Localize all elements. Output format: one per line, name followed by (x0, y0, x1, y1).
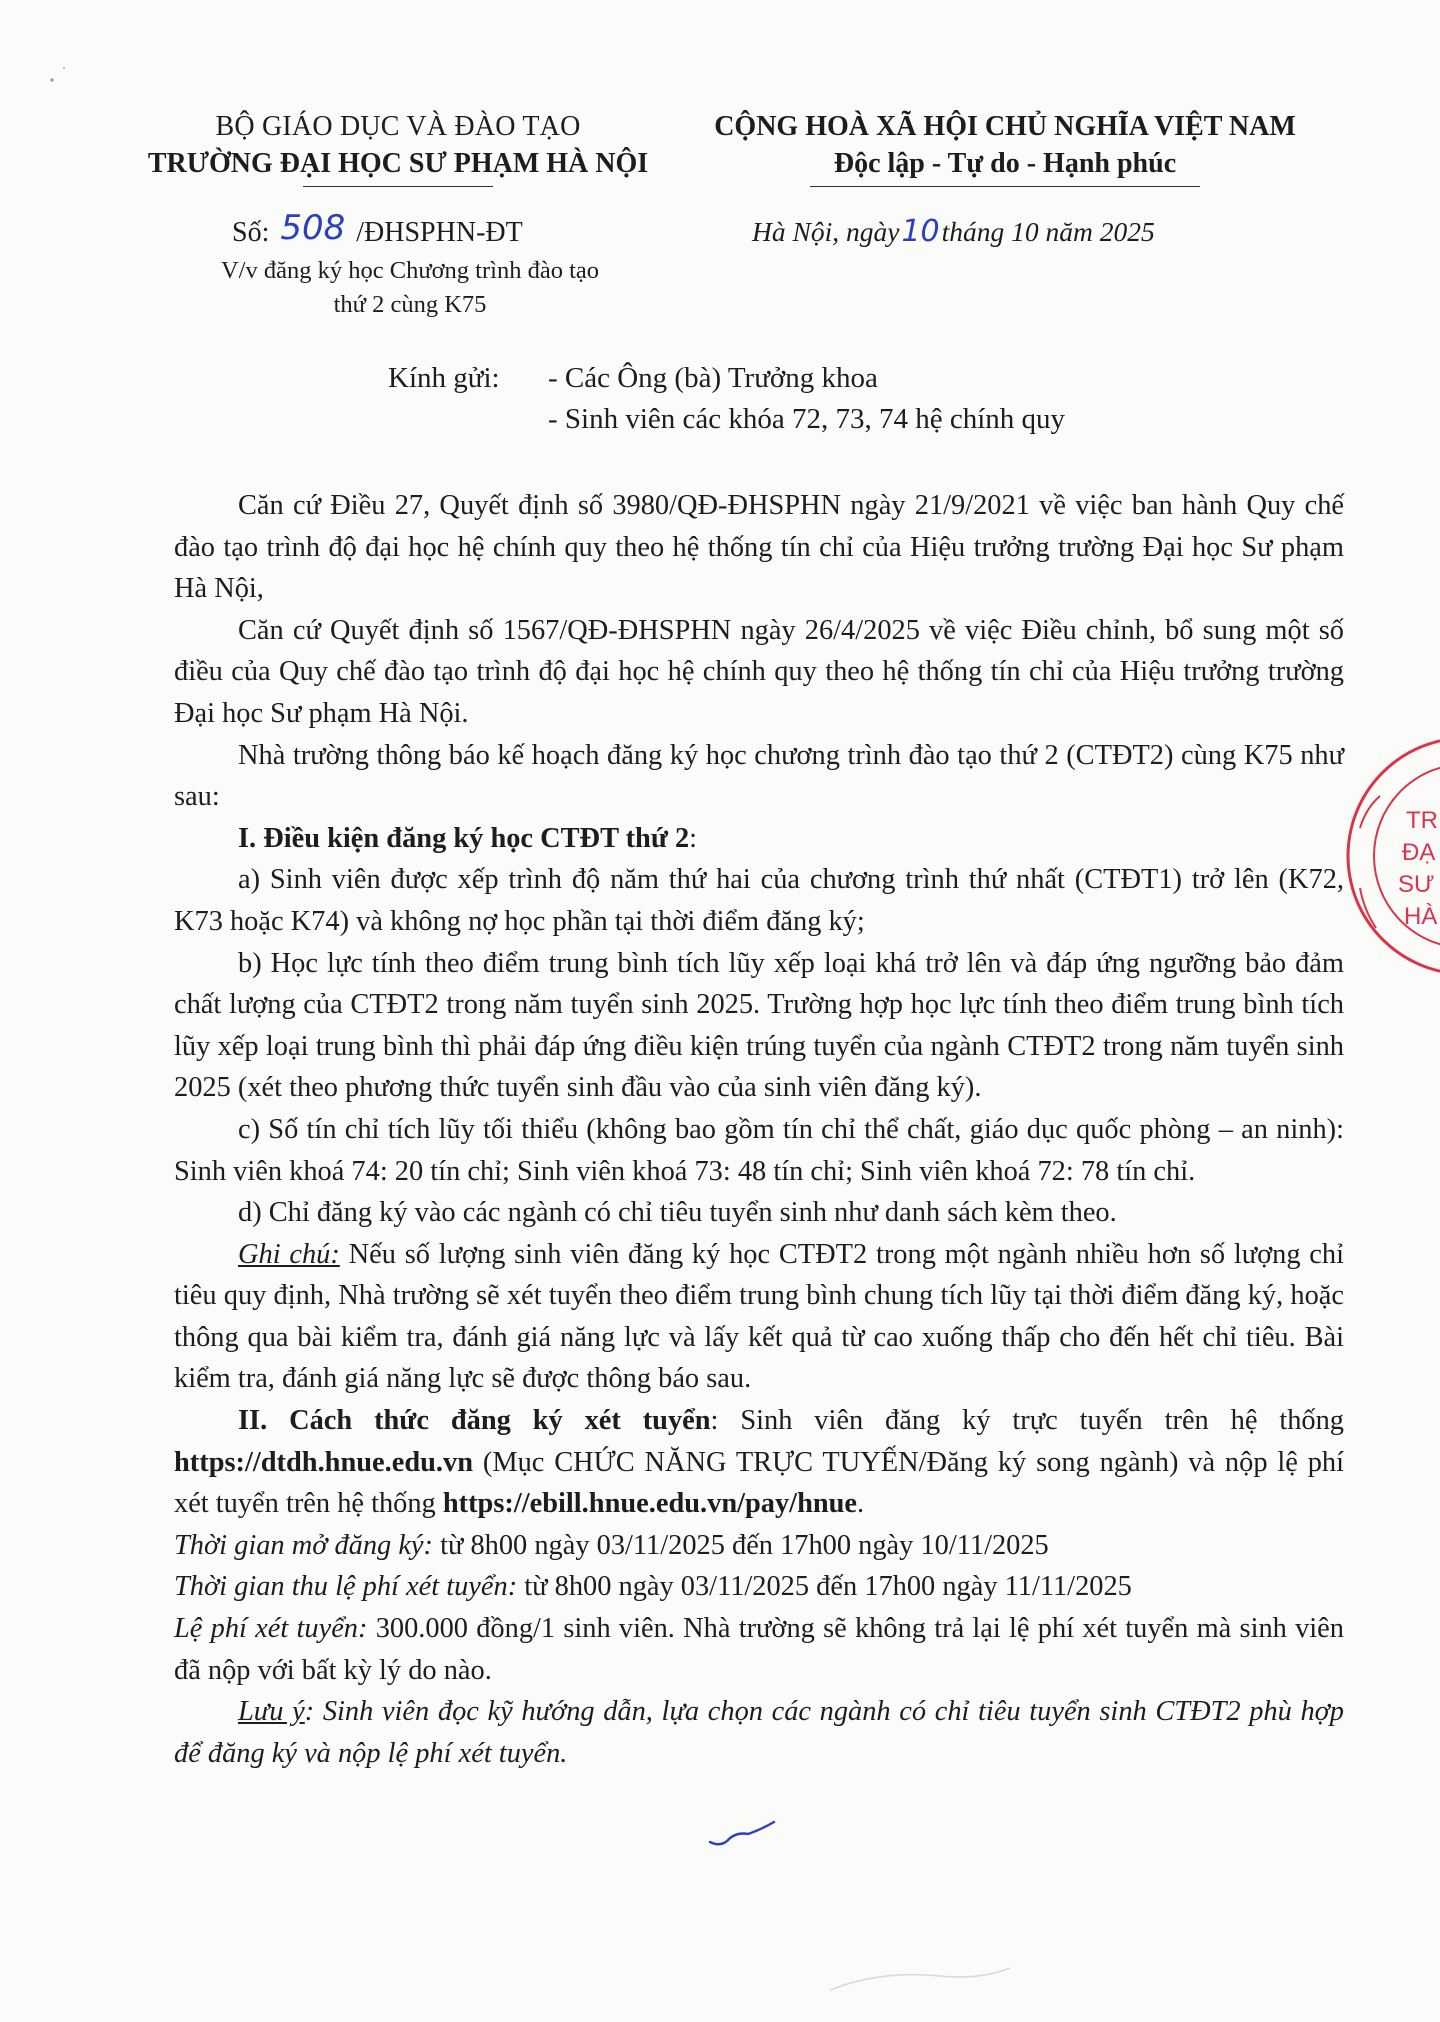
seal-text: SƯ (1398, 871, 1435, 898)
document-body (174, 485, 1344, 1774)
issue-date (752, 214, 1155, 249)
scan-smudge-mark (820, 1960, 1020, 2005)
open-time-line (174, 1525, 1344, 1567)
school-name: TRƯỜNG ĐẠI HỌC SƯ PHẠM HÀ NỘI (147, 148, 649, 179)
date-after: tháng 10 năm 2025 (941, 216, 1155, 247)
seal-text: TR (1406, 807, 1438, 834)
section-2-title: II. Cách thức đăng ký xét tuyển (238, 1405, 711, 1437)
subject-line-1: V/v đăng ký học Chương trình đào tạo (220, 257, 600, 284)
section-2-end: . (857, 1488, 865, 1520)
fee-line (174, 1608, 1344, 1691)
country-name: CỘNG HOÀ XÃ HỘI CHỦ NGHĨA VIỆT NAM (714, 111, 1296, 142)
handwritten-number: 508 (280, 208, 346, 248)
fee-time-value: từ 8h00 ngày 03/11/2025 đến 17h00 ngày 11/11/2025 (517, 1571, 1132, 1603)
national-header (680, 108, 1330, 187)
handwritten-day: 10 (901, 214, 940, 249)
document-subject (160, 254, 660, 322)
condition-d: d) Chỉ đăng ký vào các ngành có chỉ tiêu tuyển sinh như danh sách kèm theo. (238, 1197, 1117, 1229)
recipient-item: - Sinh viên các khóa 72, 73, 74 hệ chính quy (548, 403, 1066, 435)
section-1-colon: : (689, 822, 698, 854)
reminder-text: : Sinh viên đọc kỹ hướng dẫn, lựa chọn các ngành có chỉ tiêu tuyển sinh CTĐT2 phù hợp để đăng ký và nộp lệ phí xét tuyển. (174, 1696, 1344, 1769)
section-1-heading (174, 818, 1344, 860)
fee-time-label: Thời gian thu lệ phí xét tuyển: (174, 1571, 518, 1603)
open-time-value: từ 8h00 ngày 03/11/2025 đến 17h00 ngày 10/11/2025 (432, 1529, 1049, 1561)
payment-url: https://ebill.hnue.edu.vn/pay/hnue (442, 1488, 858, 1520)
legal-basis-1: Căn cứ Điều 27, Quyết định số 3980/QĐ-ĐHSPHN ngày 21/9/2021 về việc ban hành Quy chế đào tạo trình độ đại học hệ chính quy theo hệ thống tín chỉ của Hiệu trưởng trường Đại học Sư phạm Hà Nội, (174, 490, 1344, 605)
seal-text: ĐẠ (1402, 839, 1436, 866)
condition-a: a) Sinh viên được xếp trình độ năm thứ hai của chương trình thứ nhất (CTĐT1) trở lên (K72, K73 hoặc K74) và không nợ học phần tại thời điểm đăng ký; (174, 864, 1344, 937)
section-1-title: I. Điều kiện đăng ký học CTĐT thứ 2 (238, 822, 690, 854)
initial-signature-mark (708, 1818, 778, 1853)
section-2-paragraph (174, 1400, 1344, 1525)
reminder-paragraph (174, 1691, 1344, 1774)
announcement-intro: Nhà trường thông báo kế hoạch đăng ký học chương trình đào tạo thứ 2 (CTĐT2) cùng K75 như sau: (174, 739, 1344, 813)
note-label: Ghi chú: (238, 1238, 340, 1270)
motto-divider (810, 186, 1200, 187)
subject-line-2: thứ 2 cùng K75 (333, 291, 487, 318)
national-motto: Độc lập - Tự do - Hạnh phúc (833, 148, 1177, 179)
number-suffix: /ĐHSPHN-ĐT (356, 217, 523, 248)
number-prefix: Số: (232, 217, 270, 248)
date-before: Hà Nội, ngày (752, 216, 900, 247)
seal-text: HÀ (1404, 903, 1438, 930)
reminder-label: Lưu ý (238, 1696, 305, 1728)
header-divider (303, 186, 493, 187)
condition-b: b) Học lực tính theo điểm trung bình tích lũy xếp loại khá trở lên và đáp ứng ngưỡng bảo đảm chất lượng của CTĐT2 trong năm tuyển sinh 2025. Trường hợp học lực tính theo điểm trung bình tích lũy xếp loại trung bình thì phải đáp ứng điều kiện trúng tuyển của ngành CTĐT2 trong năm tuyển sinh 2025 (xét theo phương thức tuyển sinh đầu vào của sinh viên đăng ký). (174, 947, 1344, 1104)
fee-time-line (174, 1566, 1344, 1608)
section-2-text-b: (Mục CHỨC NĂNG TRỰC TUYẾN/Đăng ký song ngành) và nộp lệ phí xét tuyển trên hệ thống (174, 1446, 1344, 1520)
note-paragraph (174, 1234, 1344, 1400)
recipient-item: - Các Ông (bà) Trưởng khoa (548, 362, 878, 394)
fee-value: 300.000 đồng/1 sinh viên. Nhà trường sẽ không trả lại lệ phí xét tuyển mà sinh viên đã nộp với bất kỳ lý do nào. (174, 1613, 1344, 1686)
legal-basis-2: Căn cứ Quyết định số 1567/QĐ-ĐHSPHN ngày 26/4/2025 về việc Điều chỉnh, bổ sung một số điều của Quy chế đào tạo trình độ đại học hệ chính quy theo hệ thống tín chỉ của Hiệu trưởng trường Đại học Sư phạm Hà Nội. (174, 614, 1344, 729)
registration-url: https://dtdh.hnue.edu.vn (174, 1446, 474, 1478)
condition-c: c) Số tín chỉ tích lũy tối thiểu (không bao gồm tín chỉ thể chất, giáo dục quốc phòng – an ninh): Sinh viên khoá 74: 20 tín chỉ; Sinh viên khoá 73: 48 tín chỉ; Sinh viên khoá 72: 78 tín chỉ. (174, 1113, 1344, 1187)
section-2-text-a: : Sinh viên đăng ký trực tuyến trên hệ thống (710, 1405, 1344, 1437)
official-seal-stamp (1336, 738, 1440, 988)
issuer-header (128, 108, 668, 187)
recipients-label: Kính gửi: (388, 362, 500, 394)
seal-graphic (1336, 738, 1440, 988)
document-number (232, 210, 523, 250)
ministry-name: BỘ GIÁO DỤC VÀ ĐÀO TẠO (215, 111, 581, 142)
fee-label: Lệ phí xét tuyển: (174, 1613, 368, 1645)
scan-speck-mark (40, 60, 70, 95)
open-time-label: Thời gian mở đăng ký: (174, 1529, 433, 1561)
note-text: Nếu số lượng sinh viên đăng ký học CTĐT2 trong một ngành nhiều hơn số lượng chỉ tiêu quy định, Nhà trường sẽ xét tuyển theo điểm trung bình chung tích lũy tại thời điểm đăng ký, hoặc thông qua bài kiểm tra, đánh giá năng lực và lấy kết quả từ cao xuống thấp cho đến hết chỉ tiêu. Bài kiểm tra, đánh giá năng lực sẽ được thông báo sau. (174, 1238, 1344, 1395)
